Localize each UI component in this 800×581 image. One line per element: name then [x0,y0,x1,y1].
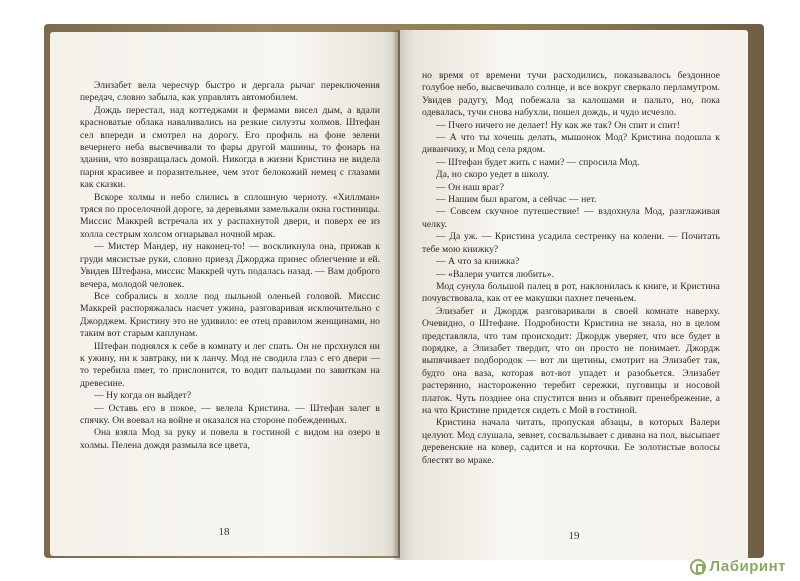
paragraph: Вскоре холмы и небо слились в сплошную черноту. «Хиллман» тряся по проселочной дороге, за деревьями замелькали окна гостиницы. Миссис Маккрей встречала их у распахнутой двери, и поверх ее из холла сестрым холсом огнарывал ночной мрак. [80,191,380,240]
paragraph: Мод сунула большой палец в рот, наклонилась к книге, и Кристина почувствовала, как от ее макушки пахнет печеньем. [422,280,720,305]
labirint-logo-icon [690,559,706,575]
paragraph: — Штефан будет жить с нами? — спросила Мод. [436,156,640,168]
paragraph: — Мистер Мандер, ну наконец-то! — воскликнула она, прижав к груди мясистые руки, словно приезд Джорджа принес облегчение и ей. Увидев Штефана, миссис Маккрей чуть подалась назад. — Вам доброго вечера, молодой человек. [80,241,380,290]
paragraph: — Оставь его в покое, — велела Кристина. — Штефан залег в спячку. Он воевал на войне и оказался на стороне побежденных. [80,402,380,426]
paragraph: — Он наш враг? [436,181,505,193]
paragraph: Кристина начала читать, пропуская абзацы, в которых Валери целуют. Мод слушала, зевнет, сосвальзывает с дивана на пол, высыпает деревенские на ковер, садится и на корточки. Ее золотистые волосы блестят во мраке. [422,417,720,466]
paragraph: Она взяла Мод за руку и повела в гостиной с видом на озеро в холмы. Пелена дождя размыла все цвета, [80,427,380,451]
paragraph: — А что за книжка? [436,256,520,268]
paragraph: Элизабет и Джордж разговаривали в своей комнате наверху. Очевидно, о Штефане. Подробности Кристина не знала, но в целом представляла, что там происходит: Джордж уверяет, что все будет в порядке, а Элизабет твердит, что он просто не понимает. Джордж выпячивает подбородок — вот ли щетины, смотрит на Элизабет так, будто она ваза, которая вот-вот упадет и разобьется. Элизабет растерянно, настороженно теребит сережки, пуговицы и носовой платок. Чуть позднее она спустится вниз и объявит пренебрежение, а на что Кристине придется сидеть с Мой в гостиной. [422,305,720,416]
paragraph: — Пчего ничего не делает! Ну как же так? Он спит и спит! [436,119,680,131]
paragraph: Элизабет вела чересчур быстро и дергала рычаг переключения передач, словно забыла, как управлять автомобилем. [80,80,380,104]
watermark-text: Лабиринт [709,557,786,575]
paragraph: — Совсем скучное путешествие! — вздохнула Мод, разглаживая челку. [422,206,720,230]
paragraph: Все собрались в холле под пыльной оленьей головой. Миссис Маккрей распоряжалась насчет ужина, разговаривая исключительно с Джорджем. Кристину это не удивило: ее отец правилом женщинами, но таким вот старым каплунам. [80,290,380,340]
paragraph: — А что ты хочешь делать, мышонок Мод? Кристина подошла к диванчику, и Мод села рядом. [422,132,720,156]
paragraph: — Да уж. — Кристина усадила сестренку на колени. — Почитать тебе мою книжку? [422,231,720,255]
paragraph: — Нашим был врагом, а сейчас — нет. [436,194,597,206]
right-page-text [422,70,720,467]
paragraph: Да, но скоро уедет в школу. [436,169,550,181]
page-number-right: 19 [568,530,580,542]
paragraph: но время от времени тучи расходились, показывалось бездонное голубое небо, высвечивало солнце, и все вокруг сверкало перламутром. Увидев радугу, Мод побежала за калошами и пальто, но, пока одевалась, тучи снова набухли, пошел дождь, и чудо исчезло. [422,70,720,119]
page-number-left: 18 [218,526,230,538]
labirint-watermark [690,558,786,575]
right-page [400,30,748,560]
paragraph: — Ну когда он выйдет? [94,390,192,402]
left-page-text [80,80,380,452]
paragraph: Дождь перестал, над коттеджами и фермами висел дым, а вдали красноватые облака наваливались на резкие силуэты холмов. Штефан сел впереди и смотрел на дорогу. Его профиль на фоне зелени вечернего неба высвечивали то фары другой машины, то фонарь на здании, что возвращалась домой. Никогда в жизни Кристина не видела парня красивее и поразительнее, чем этот белокожий немец с глазами как сказки. [80,104,380,191]
paragraph: Штефан поднялся к себе в комнату и лег спать. Он не прсхнулся ни к ужину, ни к завтраку, ни к ланчу. Мод не сводила глаз с его двери — то теребила пмет, то прислонится, то водит пальцами по завиткам на древесине. [80,340,380,389]
left-page [50,32,398,556]
paragraph: — «Валери учится любить». [436,268,555,280]
